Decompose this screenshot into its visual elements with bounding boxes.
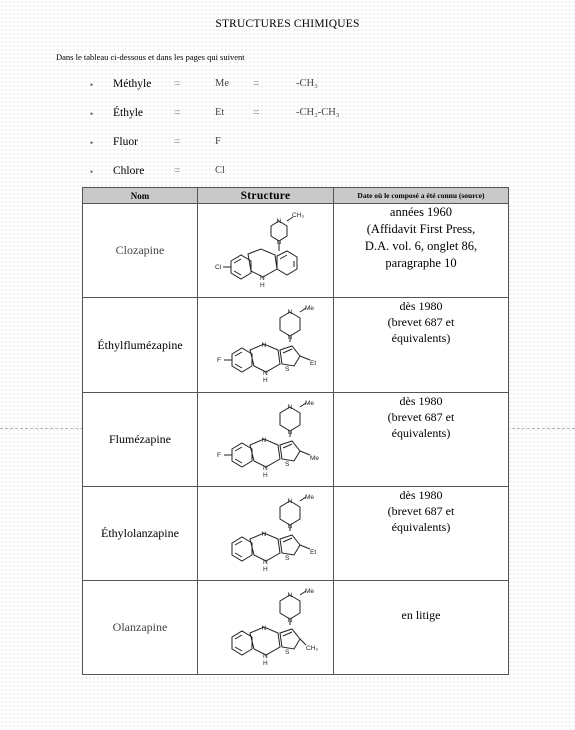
table-row <box>83 204 509 298</box>
molecule-olanzapine-structure <box>206 587 326 669</box>
atom-label-methyl: CH₃ <box>291 211 304 219</box>
legend-equals: = <box>174 78 181 90</box>
bullet-icon: • <box>90 138 94 148</box>
atom-label-n-pip: N <box>276 238 281 246</box>
atom-label-h: H <box>262 377 268 384</box>
atom-label-n-ring: N <box>261 530 266 538</box>
date-line: dès 1980 <box>399 488 443 502</box>
atom-label-nh: N <box>262 652 268 660</box>
atom-label-n-top: N <box>287 309 292 316</box>
header-structure: Structure <box>198 188 334 204</box>
structure-cell <box>198 204 334 298</box>
date-cell <box>334 298 509 393</box>
date-cell <box>334 487 509 581</box>
atom-label-halogen: F <box>216 357 221 364</box>
atom-label-nh: N <box>262 464 268 472</box>
atom-label-sulfur: S <box>284 366 289 373</box>
date-line: années 1960 <box>389 205 453 219</box>
atom-label-h: H <box>262 471 268 479</box>
legend-formula: -CH₂-CH₃ <box>296 107 340 118</box>
date-line: équivalents) <box>391 331 451 345</box>
legend-abbr: Cl <box>215 165 225 176</box>
date-line: dès 1980 <box>399 394 443 408</box>
structure-cell <box>198 581 334 675</box>
atom-label-sulfur: S <box>284 460 289 468</box>
bullet-icon: • <box>90 80 94 90</box>
molecule-ethylflumezapine-structure <box>206 304 326 386</box>
atom-label-nh: N <box>259 274 265 282</box>
atom-label-h: H <box>262 659 268 667</box>
date-line: (brevet 687 et <box>387 315 455 329</box>
date-line: équivalents) <box>391 426 451 440</box>
compound-name: Éthylolanzapine <box>83 487 198 581</box>
legend-formula: -CH₃ <box>296 78 318 89</box>
intro-text: Dans le tableau ci-dessous et dans les pages qui suivent <box>56 52 245 62</box>
date-line: dès 1980 <box>399 299 443 313</box>
atom-label-nh: N <box>262 370 268 377</box>
page-title: STRUCTURES CHIMIQUES <box>215 18 360 30</box>
compound-name: Éthylflumézapine <box>83 298 198 393</box>
atom-label-n-top: N <box>287 403 292 411</box>
legend-equals: = <box>174 107 181 119</box>
table-row <box>83 298 509 393</box>
header-date: Date où le composé a été connu (source) <box>334 188 509 204</box>
atom-label-sulfur: S <box>284 554 289 562</box>
atom-label-n-ring: N <box>261 624 266 632</box>
atom-label-substituent: Et <box>309 360 316 367</box>
legend-abbr: Et <box>215 107 225 118</box>
compound-name: Clozapine <box>83 204 198 298</box>
atom-label-h: H <box>262 565 268 573</box>
molecule-flumezapine-structure <box>206 399 326 481</box>
compound-name: Olanzapine <box>83 581 198 675</box>
table-header-row <box>83 188 509 204</box>
atom-label-substituent: Et <box>309 548 316 556</box>
compound-name: Flumézapine <box>83 393 198 487</box>
structure-cell <box>198 393 334 487</box>
legend-equals: = <box>174 165 181 177</box>
legend-abbr: F <box>215 136 221 147</box>
atom-label-n-top: N <box>287 591 292 599</box>
atom-label-sulfur: S <box>284 648 289 656</box>
date-line: (brevet 687 et <box>387 504 455 518</box>
legend-row-fluor <box>90 130 390 159</box>
date-cell <box>334 581 509 675</box>
atom-label-substituent: CH₃ <box>305 644 318 652</box>
structure-cell <box>198 298 334 393</box>
atom-label-nh: N <box>262 558 268 566</box>
abbreviation-legend <box>90 72 390 188</box>
atom-label-n-pip: N <box>287 522 292 530</box>
legend-equals: = <box>253 107 260 119</box>
legend-row-chlore <box>90 159 390 188</box>
date-line: en litige <box>401 608 441 622</box>
atom-label-n-pip: N <box>287 616 292 624</box>
table-row <box>83 487 509 581</box>
chemical-structures-table <box>82 187 509 675</box>
legend-abbr: Me <box>215 78 229 89</box>
atom-label-n-top: N <box>276 217 281 225</box>
legend-name: Fluor <box>113 136 138 148</box>
legend-name: Chlore <box>113 165 145 177</box>
atom-label-methyl: Me <box>304 399 314 407</box>
legend-equals: = <box>253 78 260 90</box>
atom-label-methyl: Me <box>304 493 314 501</box>
atom-label-halogen: Cl <box>214 263 221 271</box>
table-row <box>83 581 509 675</box>
atom-label-n-pip: N <box>287 334 292 341</box>
legend-row-ethyle <box>90 101 390 130</box>
structure-cell <box>198 487 334 581</box>
atom-label-h: H <box>259 281 265 289</box>
date-line: D.A. vol. 6, onglet 86, <box>364 239 478 253</box>
bullet-icon: • <box>90 109 94 119</box>
atom-label-methyl: Me <box>304 305 314 312</box>
atom-label-substituent: Me <box>309 454 319 462</box>
bullet-icon: • <box>90 167 94 177</box>
molecule-clozapine-structure <box>211 211 321 291</box>
header-name: Nom <box>83 188 198 204</box>
legend-name: Méthyle <box>113 78 152 90</box>
date-cell <box>334 204 509 298</box>
date-line: (brevet 687 et <box>387 410 455 424</box>
date-line: équivalents) <box>391 520 451 534</box>
atom-label-methyl: Me <box>304 587 314 595</box>
atom-label-n-ring: N <box>261 342 266 349</box>
atom-label-n-top: N <box>287 497 292 505</box>
legend-name: Éthyle <box>113 107 144 119</box>
date-line: (Affidavit First Press, <box>366 222 476 236</box>
legend-row-methyle <box>90 72 390 101</box>
atom-label-halogen: F <box>216 451 221 459</box>
atom-label-n-ring: N <box>261 436 266 444</box>
atom-label-n-pip: N <box>287 428 292 436</box>
date-line: paragraphe 10 <box>385 256 457 270</box>
legend-equals: = <box>174 136 181 148</box>
date-cell <box>334 393 509 487</box>
molecule-ethylolanzapine-structure <box>206 493 326 575</box>
table-row <box>83 393 509 487</box>
